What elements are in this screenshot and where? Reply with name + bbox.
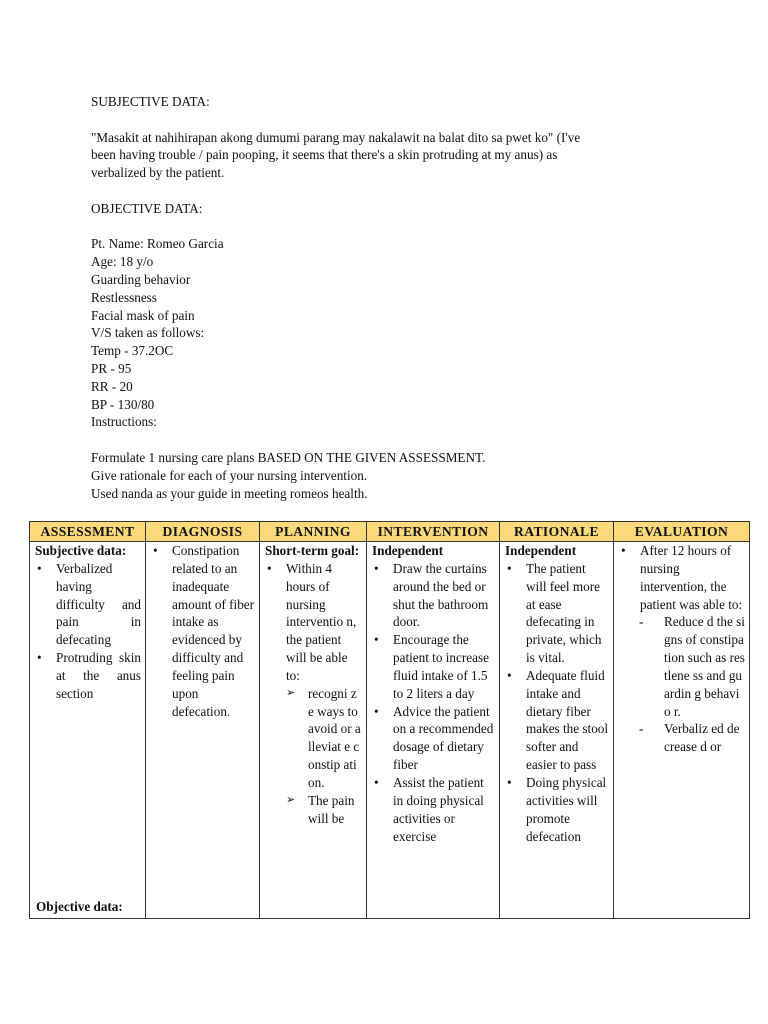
instructions-label: Instructions:	[91, 414, 157, 430]
header-planning: PLANNING	[260, 522, 367, 542]
evaluation-list	[619, 542, 745, 613]
list-item: - Reduce d the signs of constipa tion such as restlene ss and guardin g behavio r.	[619, 613, 745, 720]
intervention-independent-label: Independent	[372, 543, 444, 558]
list-item: ➢ The pain will be	[286, 792, 362, 828]
planning-cell	[260, 542, 367, 919]
assessment-text	[91, 93, 691, 502]
vital-sign-pr: PR - 95	[91, 360, 132, 376]
list-item: • Advice the patient on a recommended dosage of dietary fiber	[372, 703, 495, 774]
intervention-cell	[367, 542, 500, 919]
objective-finding: Guarding behavior	[91, 271, 191, 287]
list-item: - Verbaliz ed decrease d or	[619, 720, 745, 756]
header-assessment: ASSESSMENT	[30, 522, 146, 542]
vital-sign-temp: Temp - 37.2OC	[91, 343, 174, 359]
planning-goal-text: Within 4 hours of nursing interventio n, the patient will be able to:	[286, 560, 357, 683]
objective-finding: Facial mask of pain	[91, 307, 195, 323]
subjective-quote-line: "Masakit at nahihirapan akong dumumi parang may nakalawit na balat dito sa pwet ko" (I've	[91, 129, 581, 145]
header-diagnosis: DIAGNOSIS	[146, 522, 260, 542]
objective-heading: OBJECTIVE DATA:	[91, 200, 203, 216]
patient-name: Pt. Name: Romeo Garcia	[91, 236, 224, 252]
instruction-line: Used nanda as your guide in meeting romeos health.	[91, 485, 368, 501]
instruction-line: Formulate 1 nursing care plans BASED ON THE GIVEN ASSESSMENT.	[91, 449, 486, 465]
subjective-data-label: Subjective data:	[35, 543, 127, 558]
objective-finding: Restlessness	[91, 289, 157, 305]
list-item: • Draw the curtains around the bed or shut the bathroom door.	[372, 560, 495, 631]
objective-data-label: Objective data:	[36, 899, 123, 915]
header-rationale: RATIONALE	[500, 522, 614, 542]
subjective-quote-line: verbalized by the patient.	[91, 165, 225, 181]
header-evaluation: EVALUATION	[614, 522, 750, 542]
assessment-cell	[30, 542, 146, 919]
rationale-independent-label: Independent	[505, 543, 577, 558]
short-term-goal-label: Short-term goal:	[265, 543, 360, 558]
evaluation-text: After 12 hours of nursing intervention, the patient was able to:	[640, 543, 743, 612]
list-item: • Constipation related to an inadequate amount of fiber intake as evidenced by difficulty and feeling pain upon defecation.	[151, 542, 255, 720]
list-item: • Doing physical activities will promote defecation	[505, 774, 609, 845]
instruction-line: Give rationale for each of your nursing intervention.	[91, 467, 368, 483]
list-item: • Verbalized having difficulty and pain in defecating	[35, 560, 141, 649]
rationale-cell	[500, 542, 614, 919]
rationale-list	[505, 560, 609, 846]
list-item	[619, 542, 745, 613]
diagnosis-list	[151, 542, 255, 720]
subjective-quote-line: been having trouble / pain pooping, it seems that there's a skin protruding at my anus) as	[91, 147, 558, 163]
table-row	[30, 542, 750, 919]
intervention-list	[372, 560, 495, 846]
nursing-care-plan-table	[29, 521, 750, 919]
list-item: ➢ recogni ze ways to avoid or alleviat e constip ation.	[286, 685, 362, 792]
planning-list	[265, 560, 362, 828]
evaluation-cell	[614, 542, 750, 919]
evaluation-sublist	[619, 613, 745, 756]
subjective-heading: SUBJECTIVE DATA:	[91, 94, 210, 109]
assessment-list	[35, 560, 141, 703]
planning-sublist	[286, 685, 362, 828]
table-header-row	[30, 522, 750, 542]
header-intervention: INTERVENTION	[367, 522, 500, 542]
list-item: • The patient will feel more at ease defecating in private, which is vital.	[505, 560, 609, 667]
vital-sign-rr: RR - 20	[91, 378, 133, 394]
diagnosis-cell	[146, 542, 260, 919]
list-item: • Adequate fluid intake and dietary fiber makes the stool softer and easier to pass	[505, 667, 609, 774]
list-item	[265, 560, 362, 828]
vital-sign-bp: BP - 130/80	[91, 396, 155, 412]
list-item: • Protruding skin at the anus section	[35, 649, 141, 703]
list-item: • Assist the patient in doing physical activities or exercise	[372, 774, 495, 845]
list-item: • Encourage the patient to increase fluid intake of 1.5 to 2 liters a day	[372, 631, 495, 702]
vital-signs-label: V/S taken as follows:	[91, 325, 205, 341]
patient-age: Age: 18 y/o	[91, 254, 154, 270]
